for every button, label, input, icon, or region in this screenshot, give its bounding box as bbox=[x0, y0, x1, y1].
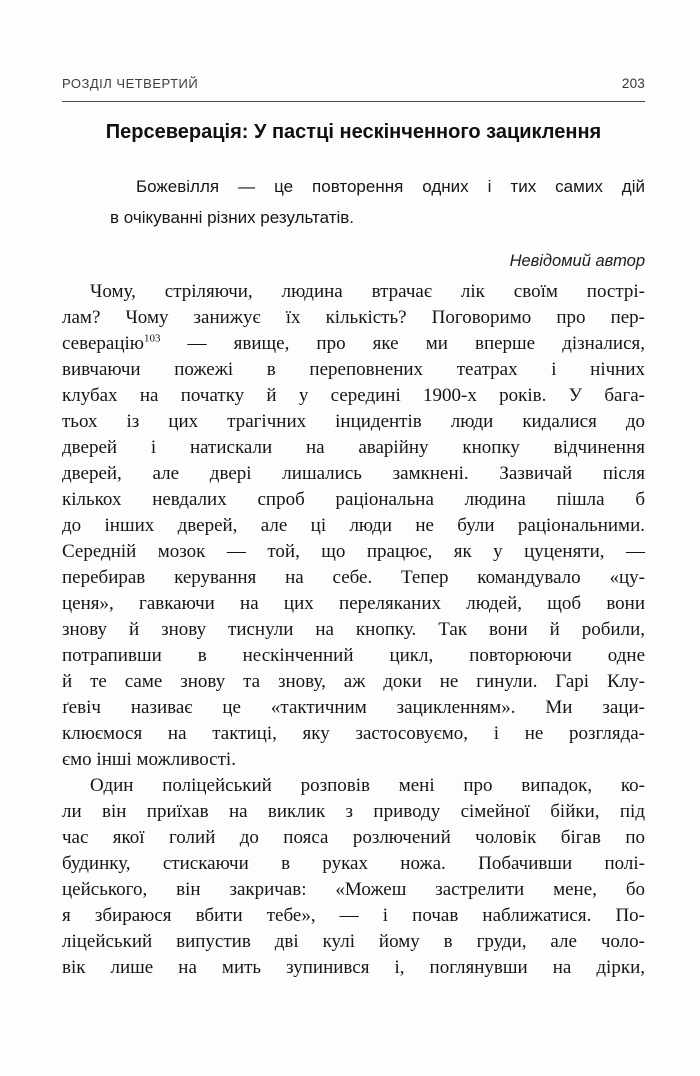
page-number: 203 bbox=[621, 76, 645, 91]
text-line: Один поліцейський розповів мені про випадок, ко- bbox=[90, 775, 645, 796]
text-line: кількох невдалих спроб раціональна людина пішла б bbox=[62, 489, 645, 510]
text-line: перебирав керування на себе. Тепер командувало «цу- bbox=[62, 567, 645, 588]
text-line: дверей і натискали на аварійну кнопку відчинення bbox=[62, 437, 645, 458]
epigraph-line: в очікуванні різних результатів. bbox=[110, 208, 355, 227]
text-line: будинку, стискаючи в руках ножа. Побачивши полі- bbox=[62, 853, 645, 874]
text-line: я збираюся вбити тебе», — і почав наближатися. По- bbox=[62, 905, 645, 926]
chapter-title: Персеверація: У пастці нескінченного зациклення bbox=[105, 121, 602, 143]
body-text bbox=[62, 279, 645, 981]
text-line: цейського, він закричав: «Можеш застрелити мене, бо bbox=[62, 879, 645, 900]
page-header bbox=[62, 76, 645, 91]
text-line: клюємося на тактиці, яку застосовуємо, і не розгляда- bbox=[62, 723, 645, 744]
text-line: час якої голий до пояса розлючений чоловік бігав по bbox=[62, 827, 645, 848]
text-line: вік лише на мить зупинився і, поглянувши на дірки, bbox=[62, 957, 645, 978]
epigraph-attribution: Невідомий автор bbox=[509, 252, 645, 270]
text-line: вивчаючи пожежі в переповнених театрах і нічних bbox=[62, 359, 645, 380]
text-line: Середній мозок — той, що працює, як у цуценяти, — bbox=[62, 541, 645, 562]
header-rule bbox=[62, 101, 645, 102]
text-line: северацію$^{103}$ — явище, про яке ми вперше дізналися, bbox=[62, 332, 645, 354]
epigraph-lines bbox=[110, 171, 645, 233]
epigraph-line: Божевілля — це повторення одних і тих самих дій bbox=[136, 177, 645, 196]
text-line: ємо інші можливості. bbox=[62, 749, 236, 770]
text-line: й те саме знову та знову, аж доки не гинули. Гарі Клу- bbox=[62, 671, 645, 692]
text-line: знову й знову тиснули на кнопку. Так вони й робили, bbox=[62, 619, 645, 640]
text-line: потрапивши в нескінченний цикл, повторюючи одне bbox=[62, 645, 645, 666]
text-line: клубах на початку й у середині 1900-х років. У бага- bbox=[62, 385, 645, 406]
text-line: ли він приїхав на виклик з приводу сімейної бійки, під bbox=[62, 801, 645, 822]
text-line: ліцейський випустив дві кулі йому в груди, але чоло- bbox=[62, 931, 645, 952]
text-line: ценя», гавкаючи на цих переляканих людей, щоб вони bbox=[62, 593, 645, 614]
running-head: РОЗДІЛ ЧЕТВЕРТИЙ bbox=[62, 76, 199, 91]
text-line: Чому, стріляючи, людина втрачає лік своїм пострі- bbox=[90, 281, 645, 302]
text-line: дверей, але двері лишались замкнені. Зазвичай після bbox=[62, 463, 645, 484]
text-line: до інших дверей, але ці люди не були раціональними. bbox=[62, 515, 645, 536]
text-line: лам? Чому занижує їх кількість? Поговоримо про пер- bbox=[62, 307, 645, 328]
text-line: тьох із цих трагічних інцидентів люди кидалися до bbox=[62, 411, 645, 432]
paragraph bbox=[62, 773, 645, 981]
text-line: ґевіч називає це «тактичним зацикленням». Ми заци- bbox=[62, 697, 645, 718]
epigraph bbox=[110, 171, 645, 277]
footnote-ref: 103 bbox=[143, 332, 161, 345]
paragraph bbox=[62, 279, 645, 773]
